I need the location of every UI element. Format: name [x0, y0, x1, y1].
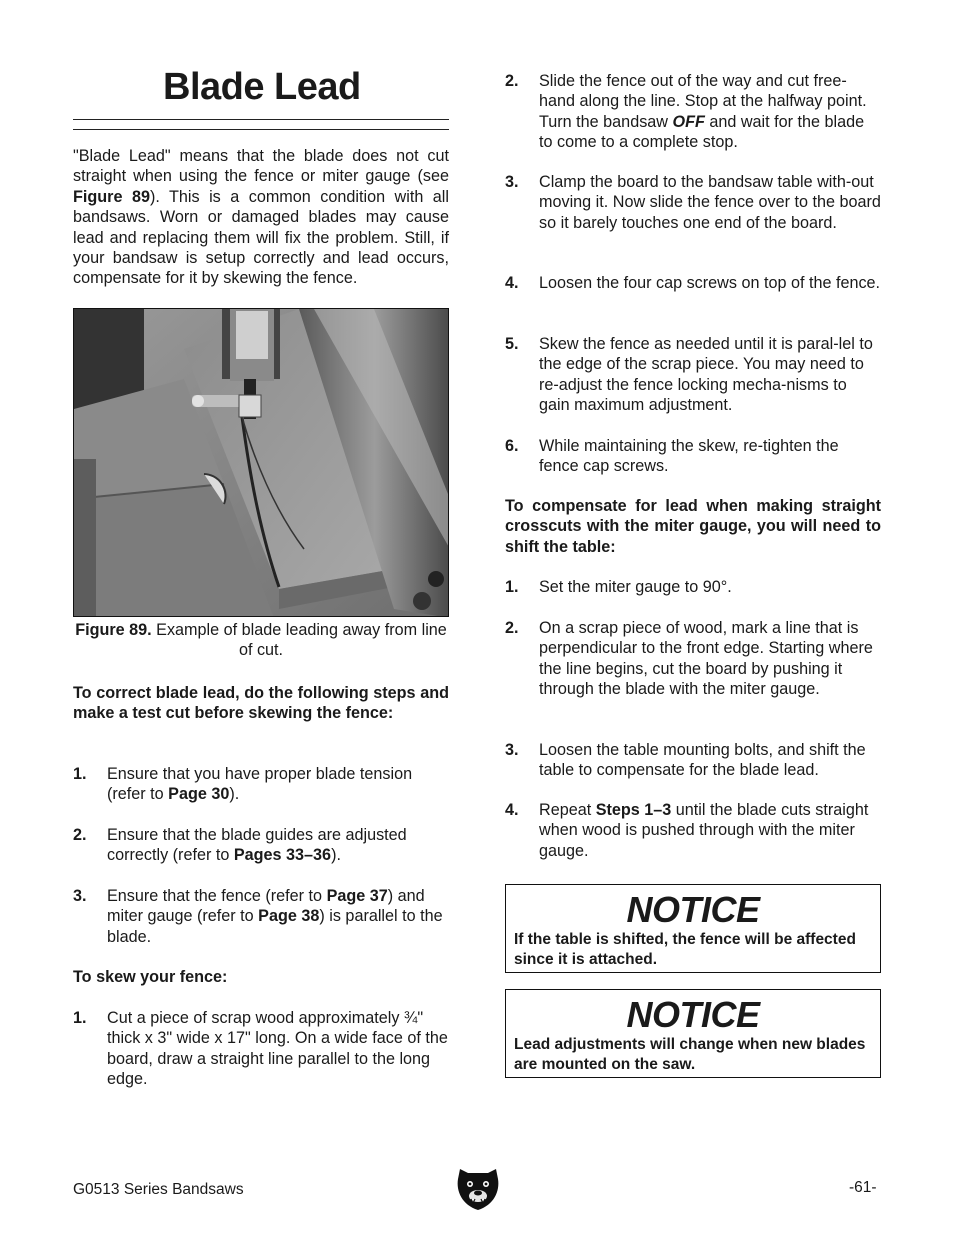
intro-text-2: ). This is a common condition with all bandsaws. Worn or damaged blades may cause lead and replacing them will fix the problem. Still, if your bandsaw is setup correctly and lead occurs, compensate for it by skewing the fence. [73, 187, 450, 288]
figure-89-photo [73, 308, 449, 617]
figure-caption [73, 620, 449, 661]
figure-caption-text: Example of blade leading away from line of cut. [156, 621, 447, 660]
title-rule-bottom [73, 129, 449, 130]
notice-body: If the table is shifted, the fence will be affected since it is attached. [514, 931, 856, 968]
skew-fence-heading: To skew your fence: [73, 968, 228, 986]
footer-model: G0513 Series Bandsaws [73, 1181, 244, 1198]
figure-label: Figure 89. [75, 621, 152, 639]
intro-paragraph [73, 146, 449, 289]
intro-text-1: "Blade Lead" means that the blade does not cut straight when using the fence or miter gauge (see [73, 147, 449, 186]
miter-lead-heading: To compensate for lead when making straight crosscuts with the miter gauge, you will need to shift the table: [505, 497, 881, 556]
notice-body: Lead adjustments will change when new blades are mounted on the saw. [514, 1036, 866, 1073]
bandsaw-photo-illustration [74, 309, 449, 617]
correct-lead-heading: To correct blade lead, do the following steps and make a test cut before skewing the fence: [73, 684, 449, 723]
page-title: Blade Lead [163, 66, 361, 108]
grizzly-bear-logo-icon [456, 1165, 500, 1211]
notice-title: NOTICE [626, 889, 760, 930]
intro-figure-ref: Figure 89 [73, 187, 150, 206]
notice-box-table-shift [505, 884, 881, 973]
notice-box-new-blades [505, 989, 881, 1078]
footer-page-number: -61- [849, 1179, 877, 1196]
notice-title: NOTICE [626, 994, 760, 1035]
title-rule-top [73, 119, 449, 120]
